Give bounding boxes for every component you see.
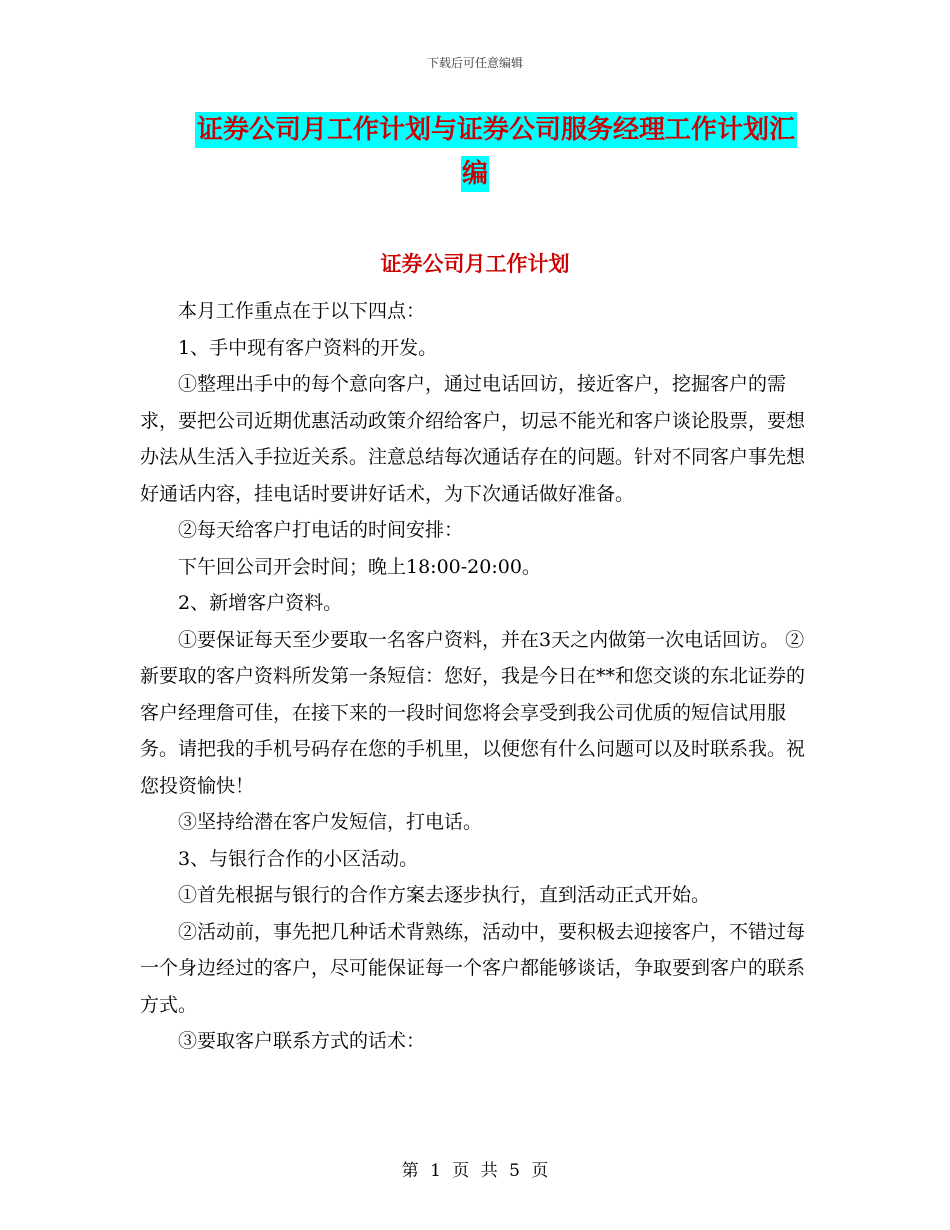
paragraph: ①首先根据与银行的合作方案去逐步执行，直到活动正式开始。 [178,884,711,906]
paragraph: 2、新增客户资料。 [178,592,343,614]
paragraph: ②活动前，事先把几种话术背熟练，活动中，要积极去迎接客户，不错过每一个身边经过的客户，尽可能保证每一个客户都能够谈话，争取要到客户的联系方式。 [140,920,806,1016]
document-title-line1: 证券公司月工作计划与证券公司服务经理工作计划汇 [195,112,797,148]
paragraph: 3、与银行合作的小区活动。 [178,847,419,870]
paragraph: 本月工作重点在于以下四点： [178,300,426,322]
page-number-footer: 第 1 页 共 5 页 [401,1161,549,1181]
paragraph: 下午回公司开会时间；晚上18:00-20:00。 [178,555,541,578]
page-header-note: 下载后可任意编辑 [426,56,523,70]
paragraph: 1、手中现有客户资料的开发。 [178,336,438,359]
paragraph: ②每天给客户打电话的时间安排： [178,519,464,541]
body-text [140,293,812,1060]
paragraph: ①要保证每天至少要取一名客户资料，并在3天之内做第一次电话回访。 ②新要取的客户资料所发第一条短信：您好，我是今日在**和您交谈的东北证券的客户经理詹可佳，在接下来的一段时间您将会享受到我公司优质的短信试用服务。请把我的手机号码存在您的手机里，以便您有什么问题可以及时联系我。祝您投资愉快！ [140,628,806,797]
document-title-line2: 编 [461,156,489,192]
paragraph: ③要取客户联系方式的话术： [178,1030,426,1052]
section-title: 证券公司月工作计划 [380,252,570,276]
paragraph: ③坚持给潜在客户发短信，打电话。 [178,811,483,833]
paragraph: ①整理出手中的每个意向客户，通过电话回访，接近客户，挖掘客户的需求，要把公司近期优惠活动政策介绍给客户，切忌不能光和客户谈论股票，要想办法从生活入手拉近关系。注意总结每次通话存在的问题。针对不同客户事先想好通话内容，挂电话时要讲好话术，为下次通话做好准备。 [140,373,806,505]
